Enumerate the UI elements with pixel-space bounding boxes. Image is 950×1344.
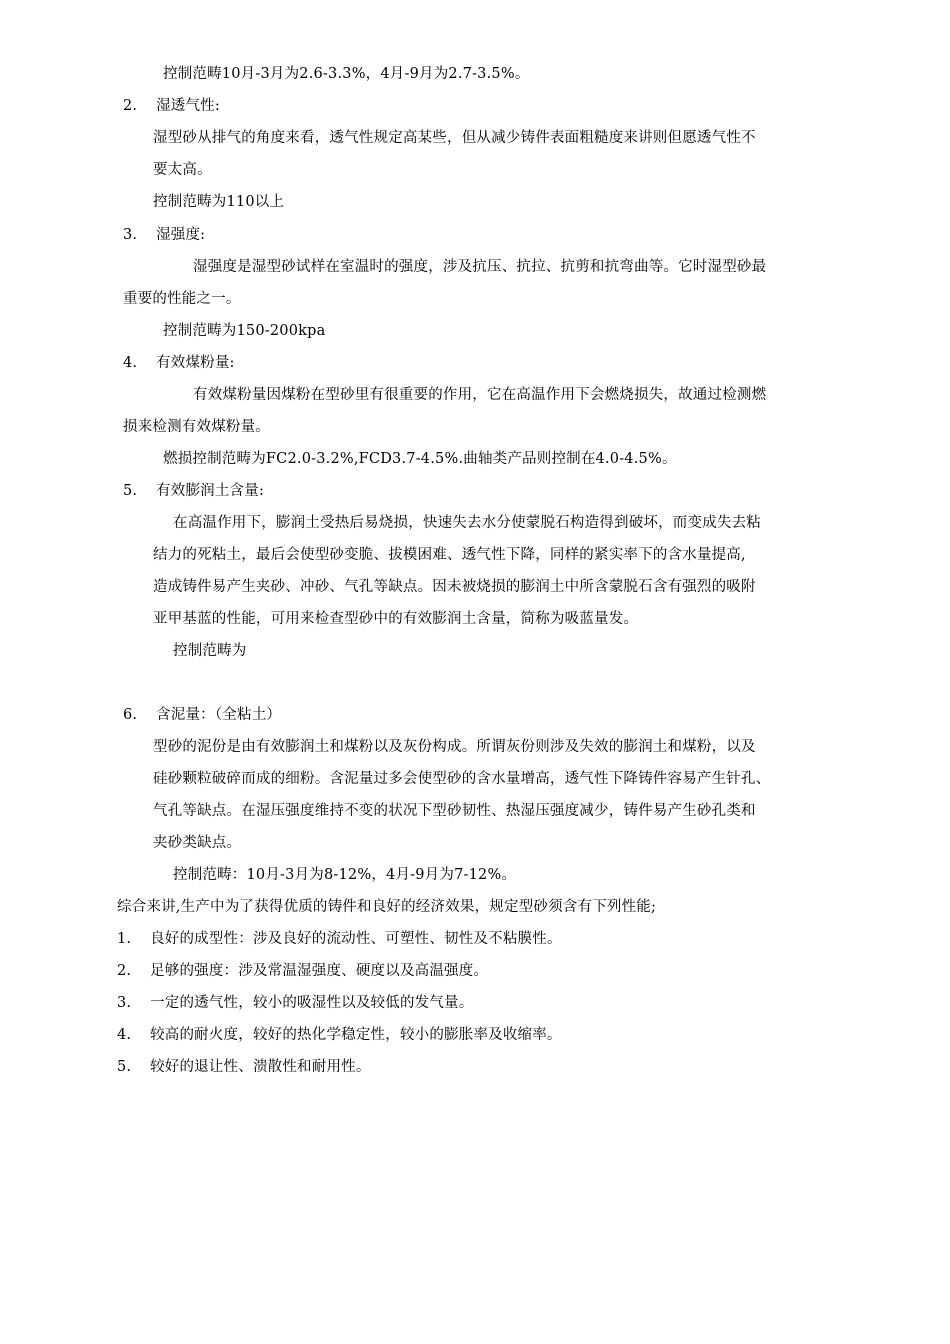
section-number: 6. <box>123 707 138 723</box>
summary-line: 综合来讲,生产中为了获得优质的铸件和良好的经济效果，规定型砂须含有下列性能; <box>117 899 657 915</box>
section-title: 湿透气性: <box>156 98 220 114</box>
paragraph-line: 造成铸件易产生夹砂、冲砂、气孔等缺点。因未被烧损的膨润土中所含蒙脱石含有强烈的吸附 <box>153 579 756 595</box>
section-title: 有效煤粉量: <box>156 355 235 371</box>
paragraph-line: 有效煤粉量因煤粉在型砂里有很重要的作用，它在高温作用下会燃烧损失，故通过检测燃 <box>193 387 767 403</box>
section-number: 4. <box>123 355 138 371</box>
paragraph-line: 在高温作用下，膨润土受热后易烧损，快速失去水分使蒙脱石构造得到破坏，而变成失去粘 <box>173 515 761 531</box>
moisture-control-range: 控制范畴10月-3月为2.6-3.3%，4月-9月为2.7-3.5%。 <box>163 66 530 82</box>
list-item <box>117 1057 371 1077</box>
section-title: 有效膨润土含量: <box>156 483 265 499</box>
paragraph-line: 损来检测有效煤粉量。 <box>123 419 270 435</box>
paragraph-line: 重要的性能之一。 <box>123 291 241 307</box>
paragraph-line: 型砂的泥份是由有效膨润土和煤粉以及灰份构成。所谓灰份则涉及失效的膨润土和煤粉，以及 <box>153 739 756 755</box>
list-text: 足够的强度：涉及常温湿强度、硬度以及高温强度。 <box>150 963 489 979</box>
paragraph-line: 亚甲基蓝的性能，可用来检查型砂中的有效膨润土含量，简称为吸蓝量发。 <box>153 611 639 627</box>
paragraph-line: 夹砂类缺点。 <box>153 835 242 851</box>
section-title: 湿强度: <box>156 227 206 243</box>
list-number: 5. <box>117 1059 132 1075</box>
control-range: 控制范畴为110以上 <box>153 194 285 210</box>
section-number: 3. <box>123 227 138 243</box>
section-number: 2. <box>123 98 138 114</box>
control-range: 控制范畴：10月-3月为8-12%，4月-9月为7-12%。 <box>173 867 517 883</box>
section-5-heading <box>123 481 264 501</box>
section-4-heading <box>123 353 235 373</box>
control-range: 燃损控制范畴为FC2.0-3.2%,FCD3.7-4.5%.曲轴类产品则控制在4.0-4.5%。 <box>163 451 677 467</box>
list-number: 2. <box>117 963 132 979</box>
list-item <box>117 929 562 949</box>
list-number: 3. <box>117 995 132 1011</box>
list-number: 4. <box>117 1027 132 1043</box>
section-number: 5. <box>123 483 138 499</box>
paragraph-line: 硅砂颗粒破碎而成的细粉。含泥量过多会使型砂的含水量增高，透气性下降铸件容易产生针孔、 <box>153 771 771 787</box>
paragraph-line: 湿型砂从排气的角度来看，透气性规定高某些，但从减少铸件表面粗糙度来讲则但愿透气性不 <box>153 130 756 146</box>
list-text: 较高的耐火度，较好的热化学稳定性，较小的膨胀率及收缩率。 <box>150 1027 562 1043</box>
list-item <box>117 961 488 981</box>
control-range: 控制范畴为 <box>173 643 247 659</box>
list-text: 一定的透气性，较小的吸湿性以及较低的发气量。 <box>150 995 474 1011</box>
section-6-heading <box>123 705 281 725</box>
list-text: 良好的成型性：涉及良好的流动性、可塑性、韧性及不粘膜性。 <box>150 931 562 947</box>
section-title: 含泥量：（全粘土） <box>156 707 282 723</box>
list-number: 1. <box>117 931 132 947</box>
paragraph-line: 湿强度是湿型砂试样在室温时的强度，涉及抗压、抗拉、抗剪和抗弯曲等。它时湿型砂最 <box>193 259 767 275</box>
paragraph-line: 结力的死粘土，最后会使型砂变脆、拔模困难、透气性下降，同样的紧实率下的含水量提高, <box>153 547 746 563</box>
list-item <box>117 1025 562 1045</box>
list-item <box>117 993 473 1013</box>
list-text: 较好的退让性、溃散性和耐用性。 <box>150 1059 371 1075</box>
paragraph-line: 气孔等缺点。在湿压强度维持不变的状况下型砂韧性、热湿压强度减少，铸件易产生砂孔类和 <box>153 803 756 819</box>
section-3-heading <box>123 225 205 245</box>
control-range: 控制范畴为150-200kpa <box>163 323 326 339</box>
section-2-heading <box>123 96 220 116</box>
paragraph-line: 要太高。 <box>153 162 212 178</box>
